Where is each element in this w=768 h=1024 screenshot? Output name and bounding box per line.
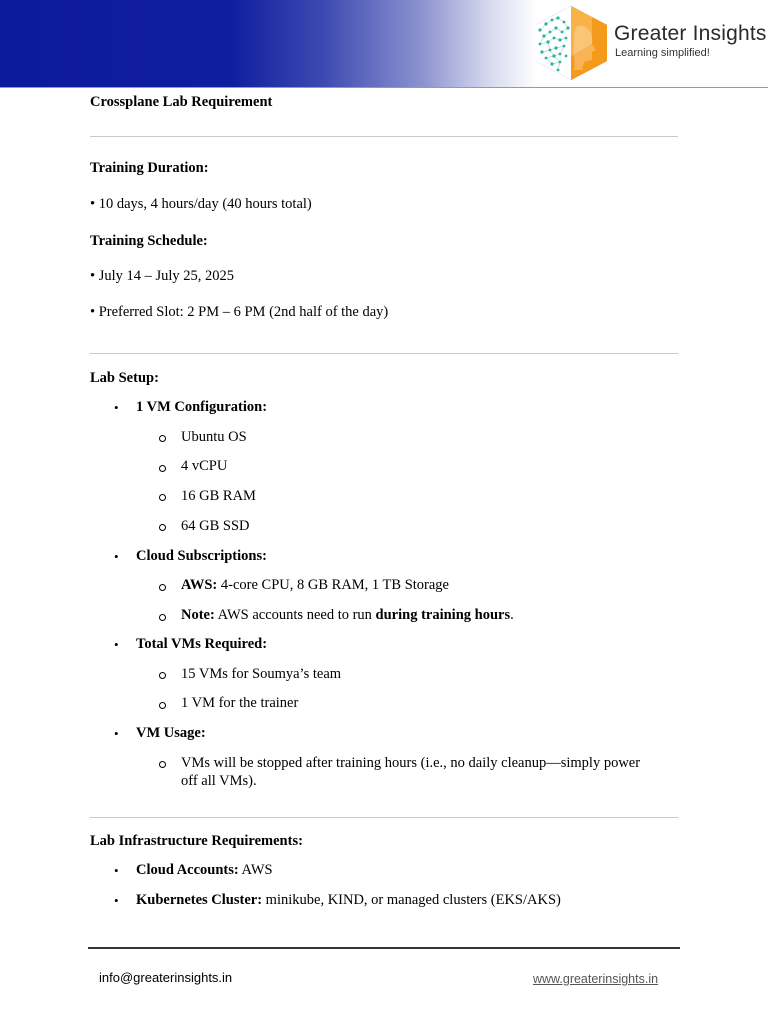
bullet-icon: • xyxy=(114,863,119,878)
note-end: . xyxy=(510,607,514,623)
vm-config-label: 1 VM Configuration: xyxy=(136,399,268,415)
note-text: AWS accounts need to run xyxy=(214,607,376,623)
kubernetes-cluster-value: minikube, KIND, or managed clusters (EKS/AKS) xyxy=(262,892,561,908)
footer-divider xyxy=(88,947,680,949)
aws-note-line xyxy=(181,607,514,624)
divider xyxy=(90,353,678,354)
circle-bullet-icon xyxy=(159,761,166,768)
total-vms-item: 15 VMs for Soumya’s team xyxy=(181,666,342,682)
bullet-icon: • xyxy=(114,893,119,908)
circle-bullet-icon xyxy=(159,494,166,501)
circle-bullet-icon xyxy=(159,614,166,621)
bullet-icon: • xyxy=(114,726,119,741)
greater-insights-logo-icon xyxy=(530,4,612,82)
bullet-icon: • xyxy=(114,400,119,415)
circle-bullet-icon xyxy=(159,672,166,679)
note-label: Note: xyxy=(181,607,215,623)
circle-bullet-icon xyxy=(159,524,166,531)
training-duration-item: • 10 days, 4 hours/day (40 hours total) xyxy=(90,196,312,212)
vm-config-item: 64 GB SSD xyxy=(181,518,250,534)
training-schedule-heading: Training Schedule: xyxy=(90,233,208,249)
kubernetes-cluster-label: Kubernetes Cluster: xyxy=(136,892,263,908)
vm-usage-line-1: VMs will be stopped after training hours (i.e., no daily cleanup—simply power xyxy=(181,755,641,771)
kubernetes-cluster-line xyxy=(136,892,561,909)
training-duration-heading: Training Duration: xyxy=(90,160,209,176)
bullet-icon: • xyxy=(114,637,119,652)
vm-usage-label: VM Usage: xyxy=(136,725,206,741)
header-banner xyxy=(0,0,768,88)
circle-bullet-icon xyxy=(159,702,166,709)
aws-value: 4-core CPU, 8 GB RAM, 1 TB Storage xyxy=(217,577,449,593)
footer-website-link[interactable]: www.greaterinsights.in xyxy=(533,972,659,986)
brand-tagline: Learning simplified! xyxy=(615,47,710,59)
cloud-accounts-value: AWS xyxy=(238,862,273,878)
schedule-dates: • July 14 – July 25, 2025 xyxy=(90,268,235,284)
footer-email[interactable]: info@greaterinsights.in xyxy=(99,970,233,985)
bullet-icon: • xyxy=(114,549,119,564)
brand-name: Greater Insights xyxy=(614,22,767,45)
cloud-subscriptions-label: Cloud Subscriptions: xyxy=(136,548,267,564)
aws-label: AWS: xyxy=(181,577,218,593)
total-vms-item: 1 VM for the trainer xyxy=(181,695,299,711)
circle-bullet-icon xyxy=(159,584,166,591)
circle-bullet-icon xyxy=(159,465,166,472)
divider xyxy=(90,817,678,818)
total-vms-label: Total VMs Required: xyxy=(136,636,268,652)
vm-config-item: 16 GB RAM xyxy=(181,488,256,504)
vm-config-item: Ubuntu OS xyxy=(181,429,247,445)
schedule-slot: • Preferred Slot: 2 PM – 6 PM (2nd half of the day) xyxy=(90,304,389,320)
vm-usage-line-2: off all VMs). xyxy=(181,773,257,789)
divider xyxy=(90,136,678,137)
document-title: Crossplane Lab Requirement xyxy=(90,94,273,110)
cloud-accounts-label: Cloud Accounts: xyxy=(136,862,239,878)
vm-config-item: 4 vCPU xyxy=(181,458,228,474)
note-emphasis: during training hours xyxy=(375,607,511,623)
lab-setup-heading: Lab Setup: xyxy=(90,370,159,386)
circle-bullet-icon xyxy=(159,435,166,442)
infra-heading: Lab Infrastructure Requirements: xyxy=(90,833,303,849)
aws-subscription-line xyxy=(181,577,449,594)
cloud-accounts-line xyxy=(136,862,273,879)
